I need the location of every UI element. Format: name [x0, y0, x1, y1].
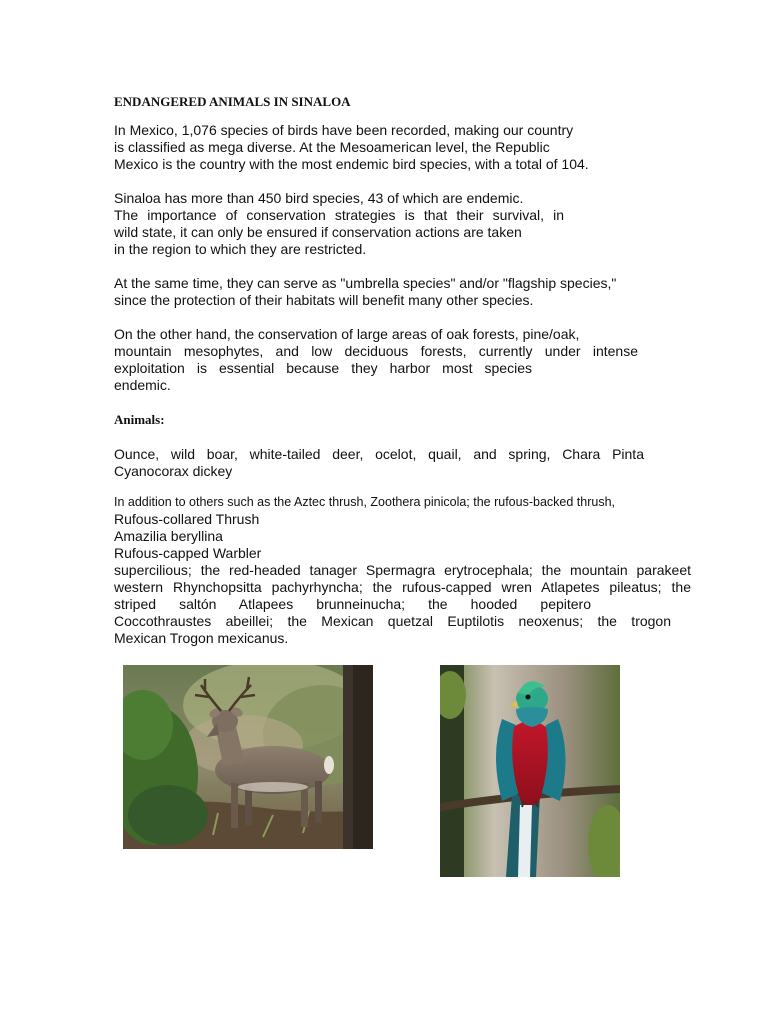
- text-line: exploitation is essential because they harbor most species: [114, 360, 532, 376]
- text-line: Amazilia beryllina: [114, 528, 223, 544]
- text-line: in the region to which they are restricted.: [114, 241, 367, 257]
- text-line: western Rhynchopsitta pachyrhyncha; the rufous-capped wren Atlapetes pileatus; the: [114, 579, 691, 595]
- text-line: is classified as mega diverse. At the Mesoamerican level, the Republic: [114, 139, 550, 155]
- paragraph-bird-records: [114, 122, 696, 173]
- text-line: In Mexico, 1,076 species of birds have been recorded, making our country: [114, 122, 574, 138]
- paragraph-umbrella-species: [114, 275, 696, 309]
- text-line: supercilious; the red-headed tanager Spermagra erytrocephala; the mountain parakeet: [114, 562, 691, 578]
- document-body: [114, 93, 696, 647]
- deer-photo: [123, 665, 373, 849]
- birds-section: [114, 494, 691, 647]
- paragraph-forest-conservation: [114, 326, 638, 394]
- birds-list: [114, 511, 691, 647]
- animals-heading: Animals:: [114, 412, 165, 427]
- text-line: Mexico is the country with the most endemic bird species, with a total of 104.: [114, 156, 589, 172]
- text-line: At the same time, they can serve as "umbrella species" and/or "flagship species,": [114, 275, 617, 291]
- text-line: endemic.: [114, 377, 171, 393]
- text-line: Coccothraustes abeillei; the Mexican quetzal Euptilotis neoxenus; the trogon: [114, 613, 671, 629]
- text-line: The importance of conservation strategies is that their survival, in: [114, 207, 564, 223]
- text-line: Cyanocorax dickey: [114, 463, 233, 479]
- animals-list: [114, 446, 644, 480]
- text-line: wild state, it can only be ensured if conservation actions are taken: [114, 224, 522, 240]
- text-line: On the other hand, the conservation of large areas of oak forests, pine/oak,: [114, 326, 580, 342]
- text-line: Rufous-collared Thrush: [114, 511, 260, 527]
- text-line: mountain mesophytes, and low deciduous forests, currently under intense: [114, 343, 638, 359]
- text-line: since the protection of their habitats will benefit many other species.: [114, 292, 534, 308]
- birds-intro: In addition to others such as the Aztec thrush, Zoothera pinicola; the rufous-backed thrush,: [114, 495, 615, 509]
- document-title: ENDANGERED ANIMALS IN SINALOA: [114, 94, 351, 109]
- text-line: Ounce, wild boar, white-tailed deer, ocelot, quail, and spring, Chara Pinta: [114, 446, 644, 462]
- paragraph-sinaloa-species: [114, 190, 564, 258]
- text-line: Rufous-capped Warbler: [114, 545, 262, 561]
- text-line: Mexican Trogon mexicanus.: [114, 630, 289, 646]
- text-line: striped saltón Atlapees brunneinucha; the hooded pepitero: [114, 596, 591, 612]
- text-line: Sinaloa has more than 450 bird species, 43 of which are endemic.: [114, 190, 524, 206]
- quetzal-photo: [440, 665, 620, 877]
